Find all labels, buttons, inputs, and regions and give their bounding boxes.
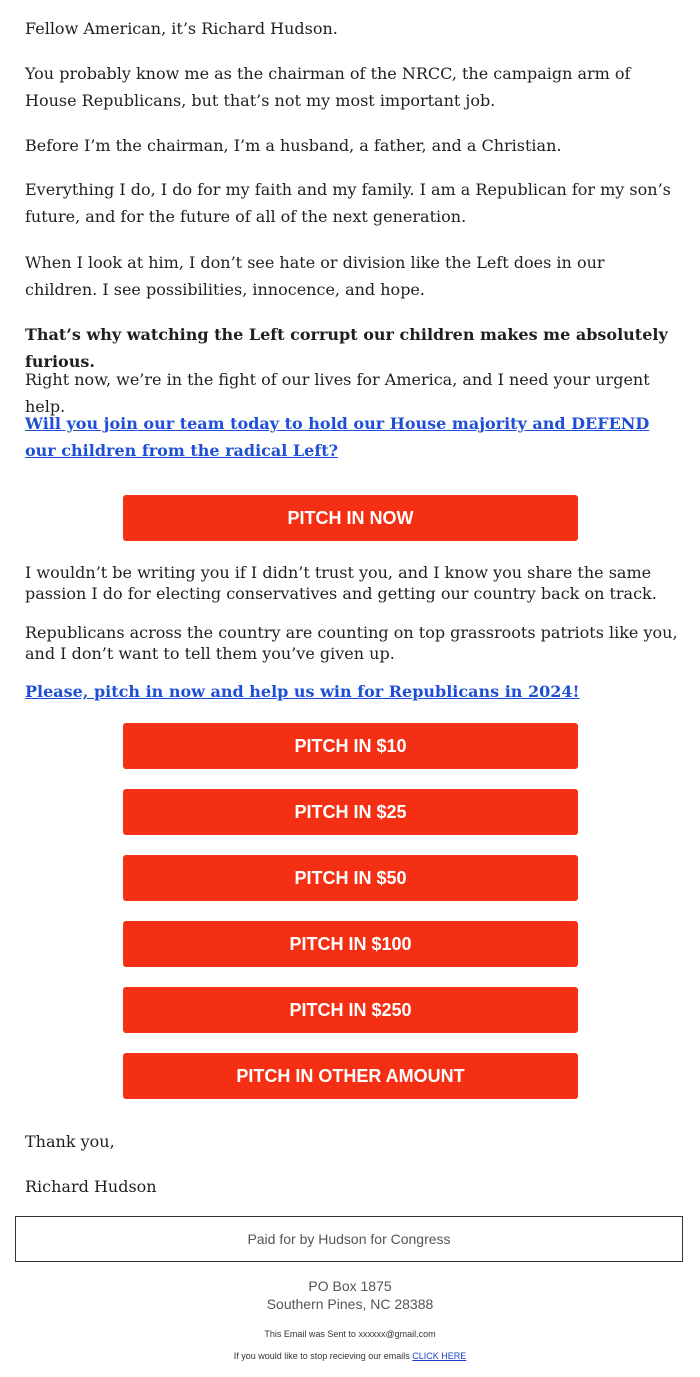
grassroots-paragraph: Republicans across the country are counting on top grassroots patriots like you, and I don’t want to tell them you’ve given up. (25, 623, 678, 663)
bold-statement: That’s why watching the Left corrupt our children makes me absolutely furious. (25, 325, 668, 371)
pitch-100-button[interactable]: PITCH IN $100 (123, 921, 578, 967)
hope-paragraph: When I look at him, I don’t see hate or division like the Left does in our children. I see possibilities, innocence, and hope. (25, 253, 605, 299)
pitch-other-amount-button[interactable]: PITCH IN OTHER AMOUNT (123, 1053, 578, 1099)
trust-paragraph: I wouldn’t be writing you if I didn’t trust you, and I know you share the same passion I do for electing conservatives and getting our country back on track. (25, 563, 657, 603)
faith-paragraph: Everything I do, I do for my faith and my family. I am a Republican for my son’s future, and for the future of all of the next generation. (25, 180, 671, 226)
cta-paragraph-2 (25, 681, 680, 702)
intro-paragraph: You probably know me as the chairman of the NRCC, the campaign arm of House Republicans, but that’s not my most important job. (25, 64, 631, 110)
pitch-250-button[interactable]: PITCH IN $250 (123, 987, 578, 1033)
unsubscribe-link[interactable]: CLICK HERE (412, 1351, 467, 1361)
pitch-in-link[interactable]: Please, pitch in now and help us win for Republicans in 2024! (25, 682, 580, 701)
cta-paragraph-1 (25, 410, 680, 464)
unsubscribe-text: If you would like to stop recieving our emails (233, 1351, 410, 1361)
pitch-in-now-button[interactable]: PITCH IN NOW (123, 495, 578, 541)
pitch-50-button[interactable]: PITCH IN $50 (123, 855, 578, 901)
join-team-link[interactable]: Will you join our team today to hold our House majority and DEFEND our children from the radical Left? (25, 414, 650, 460)
sent-to-notice: This Email was Sent to xxxxxx@gmail.com (264, 1329, 436, 1339)
unsubscribe-notice (0, 1350, 700, 1362)
urgent-paragraph: Right now, we’re in the fight of our lives for America, and I need your urgent help. (25, 370, 650, 416)
signature: Richard Hudson (25, 1177, 157, 1196)
paid-for-disclaimer: Paid for by Hudson for Congress (15, 1216, 683, 1262)
identity-paragraph: Before I’m the chairman, I’m a husband, a father, and a Christian. (25, 136, 562, 155)
closing: Thank you, (25, 1132, 115, 1151)
address-line-1: PO Box 1875 (308, 1278, 392, 1294)
pitch-25-button[interactable]: PITCH IN $25 (123, 789, 578, 835)
greeting: Fellow American, it’s Richard Hudson. (25, 19, 338, 38)
address-line-2: Southern Pines, NC 28388 (266, 1296, 434, 1312)
pitch-10-button[interactable]: PITCH IN $10 (123, 723, 578, 769)
